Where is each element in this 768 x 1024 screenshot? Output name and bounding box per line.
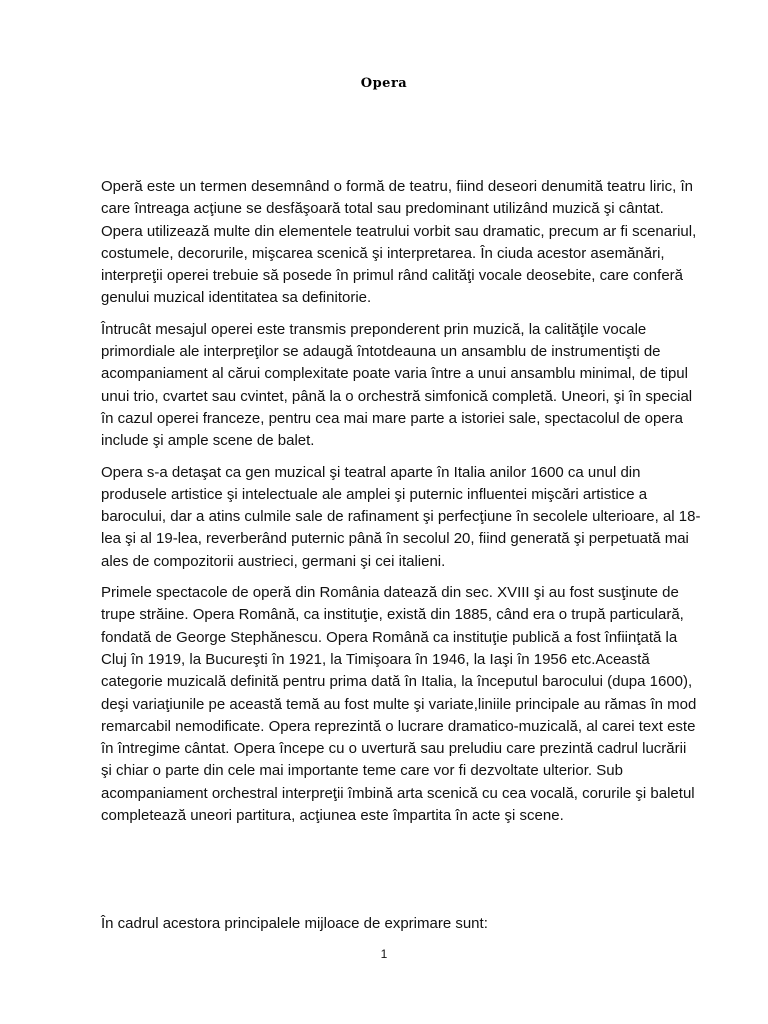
paragraph-definition: Operă este un termen desemnând o formă de teatru, fiind deseori denumită teatru liric, în care întreaga acţiune se desfăşoară total sau predominant utilizând muzică şi cântat. Opera utilizează multe din elementele teatrului vorbit sau dramatic, precum ar fi scenariul, costumele, decorurile, mişcarea scenică şi interpretarea. În ciuda acestor asemănări, interpreţii operei trebuie să posede în primul rând calităţi vocale deosebite, care conferă genului muzical identitatea sa definitorie. xyxy=(101,178,697,307)
closing-line: În cadrul acestora principalele mijloace de exprimare sunt: xyxy=(101,915,488,932)
paragraph-romania: Primele spectacole de operă din România datează din sec. XVIII şi au fost susţinute de trupe străine. Opera Română, ca instituţie, există din 1885, când era o trupă particulară, fondată de George Stephănescu. Opera Română ca instituţie publică a fost înfiinţată la Cluj în 1919, la Bucureşti în 1921, la Timişoara în 1946, la Iaşi în 1956 etc.Această categorie muzicală definită pentru prima dată în Italia, la începutul barocului (dupa 1600), deşi variaţiunile pe această temă au fost multe şi variate,liniile principale au rămas în mod remarcabil nemodificate. Opera reprezintă o lucrare dramatico-muzicală, al carei text este în întregime cântat. Opera începe cu o uvertură sau preludiu care prezintă cadrul lucrării şi chiar o parte din cele mai importante teme care vor fi dezvoltate ulterior. Sub acompaniament orchestral interpreţii îmbină arta scenică cu cea vocală, corurile şi baletul completează uneori partitura, acţiunea este împartita în acte şi scene. xyxy=(101,584,697,825)
document-body xyxy=(101,176,701,836)
paragraph-instrumentation: Întrucât mesajul operei este transmis preponderent prin muzică, la calităţile vocale primordiale ale interpreţilor se adaugă întotdeauna un ansamblu de instrumentişti de acompaniament al cărui complexitate poate varia între a unui ansamblu minimal, de tipul unui trio, cvartet sau cvintet, până la o orchestră simfonică completă. Uneori, şi în special în cazul operei franceze, pentru cea mai mare parte a istoriei sale, spectacolul de opera include şi ample scene de balet. xyxy=(101,320,693,450)
document-title: Opera xyxy=(360,76,408,91)
page-number: 1 xyxy=(380,947,388,961)
paragraph-history: Opera s-a detaşat ca gen muzical şi teatral aparte în Italia anilor 1600 ca unul din produsele artistice şi intelectuale ale amplei şi puternic influentei mişcări artistice a barocului, dar a atins culmile sale de rafinament şi perfecţiune în secolele ulterioare, al 18-lea şi al 19-lea, reverberând puternic până în secolul 20, fiind generată şi perpetuată mai ales de compozitorii austrieci, germani şi cei italieni. xyxy=(101,463,701,570)
